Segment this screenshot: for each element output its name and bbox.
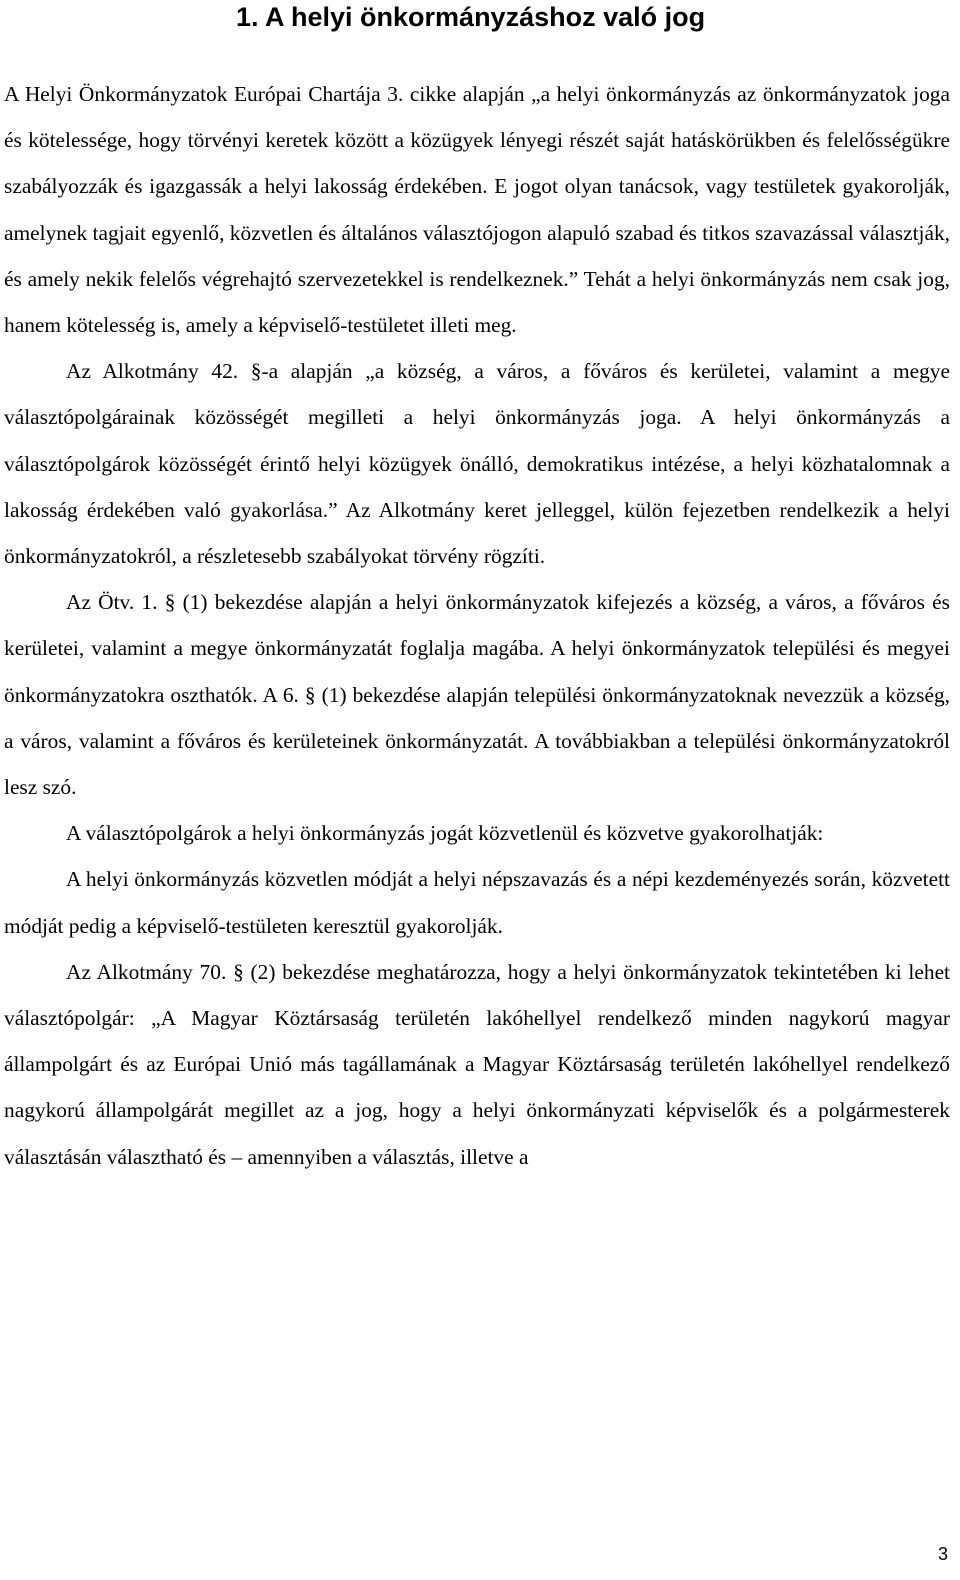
page-number: 3	[937, 1544, 948, 1564]
paragraph-constitution-70: Az Alkotmány 70. § (2) bekezdése meghatározza, hogy a helyi önkormányzatok tekintetében ki lehet választópolgár: „A Magyar Köztársaság területén lakóhellyel rendelkező minden nagykorú magyar állampolgárt és az Európai Unió más tagállamának a Magyar Köztársaság területén lakóhellyel rendelkező nagykorú állampolgárát megillet az a jog, hogy a helyi önkormányzati képviselők és a polgármesterek választásán választható és – amennyiben a választás, illetve a	[4, 959, 950, 1169]
paragraph-voters: A választópolgárok a helyi önkormányzás jogát közvetlenül és közvetve gyakorolhatják:	[66, 821, 824, 846]
paragraph-direct-indirect: A helyi önkormányzás közvetlen módját a helyi népszavazás és a népi kezdeményezés során, közvetett módját pedig a képviselő-testületen keresztül gyakorolják.	[4, 867, 950, 938]
paragraph-constitution-42: Az Alkotmány 42. §-a alapján „a község, a város, a főváros és kerületei, valamint a megye választópolgárainak közösségét megilleti a helyi önkormányzás joga. A helyi önkormányzás a választópolgárok közösségét érintő helyi közügyek önálló, demokratikus intézése, a helyi közhatalomnak a lakosság érdekében való gyakorlása.” Az Alkotmány keret jelleggel, külön fejezetben rendelkezik a helyi önkormányzatokról, a részletesebb szabályokat törvény rögzíti.	[4, 359, 950, 569]
section-heading: 1. A helyi önkormányzáshoz való jog	[236, 2, 706, 32]
body-text	[4, 71, 950, 1180]
paragraph-charter: A Helyi Önkormányzatok Európai Chartája 3. cikke alapján „a helyi önkormányzás az önkormányzatok joga és kötelessége, hogy törvényi keretek között a közügyek lényegi részét saját hatáskörükben és felelősségükre szabályozzák és igazgassák a helyi lakosság érdekében. E jogot olyan tanácsok, vagy testületek gyakorolják, amelynek tagjait egyenlő, közvetlen és általános választójogon alapuló szabad és titkos szavazással választják, és amely nekik felelős végrehajtó szervezetekkel is rendelkeznek.” Tehát a helyi önkormányzás nem csak jog, hanem kötelesség is, amely a képviselő-testületet illeti meg.	[4, 82, 950, 338]
paragraph-otv: Az Ötv. 1. § (1) bekezdése alapján a helyi önkormányzatok kifejezés a község, a város, a főváros és kerületei, valamint a megye önkormányzatát foglalja magába. A helyi önkormányzatok települési és megyei önkormányzatokra oszthatók. A 6. § (1) bekezdése alapján települési önkormányzatoknak nevezzük a község, a város, valamint a főváros és kerületeinek önkormányzatát. A továbbiakban a települési önkormányzatokról lesz szó.	[4, 590, 950, 800]
